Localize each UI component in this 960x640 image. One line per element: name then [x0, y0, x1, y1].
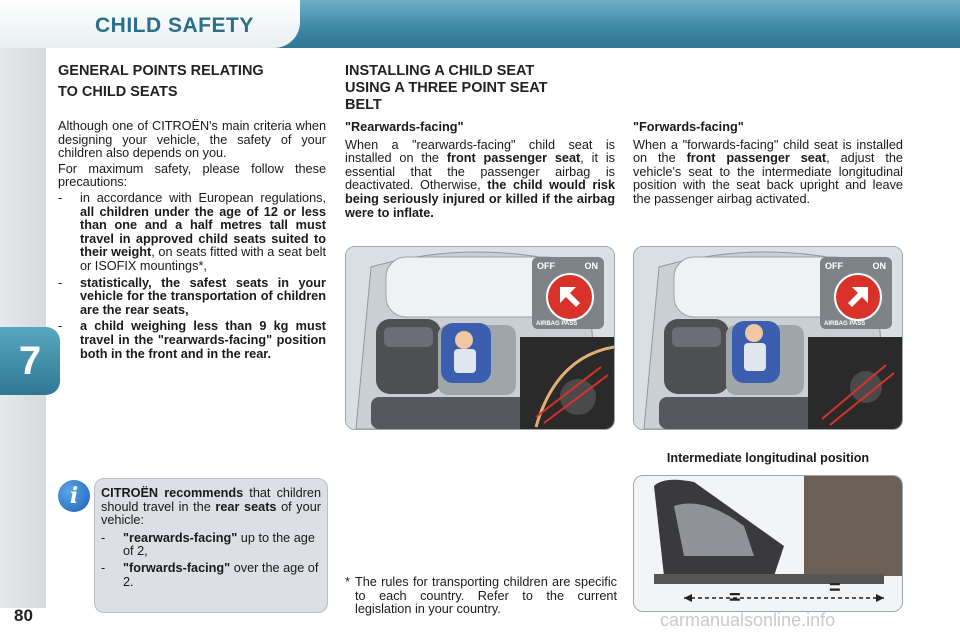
forwards-title: "Forwards-facing": [633, 120, 744, 134]
page-title: CHILD SAFETY: [95, 14, 254, 37]
forwards-text: When a "forwards-facing" child seat is installed on the front passenger seat, adjust the vehicle's seat to the intermediate longitudinal position with the seat back upright and leave the passenger airbag activated.: [633, 137, 903, 206]
svg-text:=: =: [829, 577, 841, 599]
chapter-tab[interactable]: 7: [0, 327, 60, 395]
rearwards-text: When a "rearwards-facing" child seat is installed on the front passenger seat, it is essential that the passenger airbag is deactivated. Otherwise, the child would risk being seriously injured or killed if the airbag were to inflate.: [345, 137, 615, 220]
arrow-up-left-icon: [548, 275, 592, 319]
seat-rail-image: [634, 476, 902, 611]
svg-text:=: =: [729, 587, 741, 609]
list-item: - a child weighing less than 9 kg must travel in the "rearwards-facing" position both in the front and in the rear.: [58, 319, 326, 361]
list-item: - statistically, the safest seats in your vehicle for the transportation of children are the rear seats,: [58, 275, 326, 317]
airbag-switch-on[interactable]: [834, 273, 882, 321]
page-number: 80: [14, 606, 33, 625]
rearwards-title: "Rearwards-facing": [345, 120, 464, 134]
list-item: - "rearwards-facing" up to the age of 2,: [101, 530, 315, 559]
watermark: carmanualsonline.info: [660, 610, 836, 630]
footnote: * The rules for transporting children are specific to each country. Refer to the current legislation in your country.: [345, 575, 617, 617]
airbag-switch-off[interactable]: [546, 273, 594, 321]
recommendation-box: [94, 478, 328, 613]
forwards-section: [633, 121, 903, 209]
airbag-switch-panel: OFF ON AIRBAG PASS: [820, 257, 892, 329]
recommendation-text: CITROËN recommends that children should travel in the rear seats of your vehicle:: [101, 486, 321, 528]
intro-paragraph: Although one of CITROËN's main criteria when designing your vehicle, the safety of your children also depends on you.: [58, 119, 326, 161]
precautions-paragraph: For maximum safety, please follow these precautions:: [58, 161, 326, 190]
general-body: [58, 120, 326, 364]
rearwards-illustration: [345, 246, 615, 430]
installing-heading: INSTALLING A CHILD SEAT USING A THREE POINT SEAT BELT: [345, 63, 548, 113]
list-item: - "forwards-facing" over the age of 2.: [101, 560, 319, 589]
seat-rail-illustration: [633, 475, 903, 612]
general-heading: GENERAL POINTS RELATING TO CHILD SEATS: [58, 63, 264, 100]
seat-position-caption: Intermediate longitudinal position: [666, 451, 870, 465]
list-item: - in accordance with European regulations, all children under the age of 12 or less than one and a half metres tall must travel in approved child seats suited to their weight, on seats fitted with a seat belt or ISOFIX mountings*,: [58, 190, 326, 273]
arrow-up-right-icon: [836, 275, 880, 319]
airbag-switch-panel: OFF ON AIRBAG PASS: [532, 257, 604, 329]
forwards-illustration: [633, 246, 903, 430]
rearwards-section: [345, 121, 615, 222]
info-icon: i: [58, 480, 90, 512]
